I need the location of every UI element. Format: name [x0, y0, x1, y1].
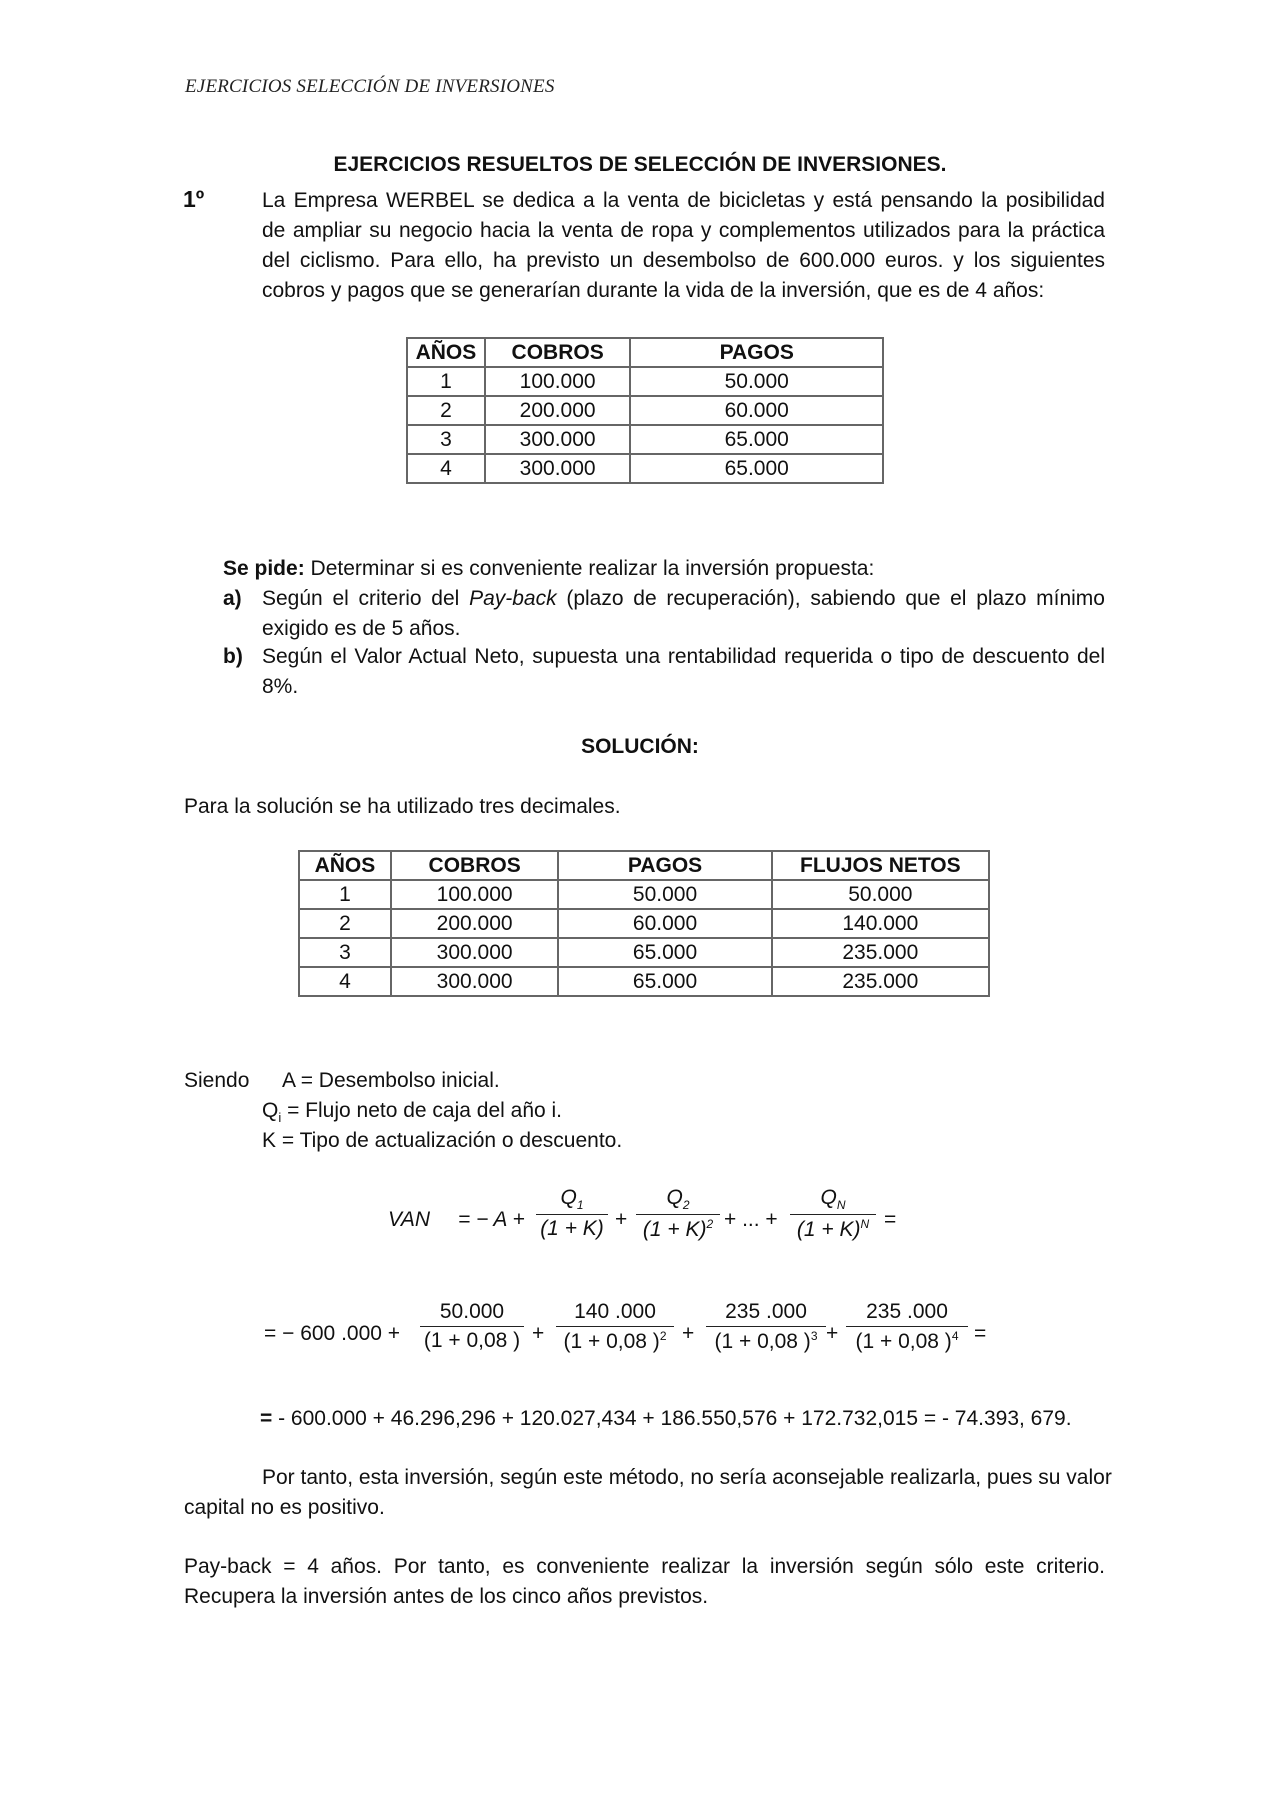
- table-row: [407, 454, 883, 483]
- plus-sign: +: [826, 1322, 839, 1345]
- denominator: (1 + 0,08 ): [423, 1329, 521, 1352]
- item-line: [262, 584, 1105, 614]
- table-row: [299, 880, 989, 909]
- table-cell: 100.000: [485, 367, 631, 396]
- definition-a: [282, 1066, 500, 1096]
- table-cell: 4: [407, 454, 485, 483]
- item-marker: a): [223, 587, 242, 610]
- header-cell: AÑOS: [299, 851, 391, 880]
- table-cell: 300.000: [485, 454, 631, 483]
- numerator-subscript: 2: [682, 1198, 690, 1213]
- numerator: Q: [820, 1186, 837, 1209]
- numerator: 235 .000: [846, 1300, 968, 1327]
- question-intro: [223, 554, 874, 584]
- header-cell: FLUJOS NETOS: [772, 851, 989, 880]
- table-cell: 50.000: [630, 367, 883, 396]
- denominator: (1 + K): [540, 1217, 604, 1241]
- ellipsis-sum: + ... +: [724, 1208, 778, 1231]
- formula-lead: = − 600 .000 +: [264, 1322, 401, 1345]
- conclusion-line: Por tanto, esta inversión, según este método, no sería aconsejable realizarla, pues su valor: [262, 1466, 1112, 1489]
- table-cell: 65.000: [558, 938, 771, 967]
- table-cell: 1: [299, 880, 391, 909]
- numeric-term-2: [556, 1300, 674, 1354]
- conclusion-line: Pay-back = 4 años. Por tanto, es conveniente realizar la inversión según sólo este criterio.: [184, 1555, 1105, 1578]
- item-line: exigido es de 5 años.: [262, 617, 461, 640]
- table-row: [299, 938, 989, 967]
- document-title: EJERCICIOS RESUELTOS DE SELECCIÓN DE INVERSIONES.: [333, 153, 947, 176]
- denominator: (1 + 0,08 ): [714, 1330, 811, 1353]
- numerator: Q: [666, 1186, 683, 1209]
- numeric-term-4: [846, 1300, 968, 1354]
- numeric-term-1: [420, 1300, 524, 1353]
- denominator: (1 + K): [642, 1218, 707, 1242]
- exponent: 2: [706, 1217, 714, 1232]
- statement-line: del ciclismo. Para ello, ha previsto un desembolso de 600.000 euros. y los siguientes: [262, 249, 1105, 272]
- table-row: [299, 967, 989, 996]
- table-cell: 50.000: [772, 880, 989, 909]
- van-formula: [0, 1186, 1280, 1266]
- question-label: Se pide:: [223, 557, 305, 580]
- item-marker: b): [223, 645, 243, 668]
- cashflow-table: [406, 337, 884, 484]
- table-cell: 300.000: [485, 425, 631, 454]
- payback-conclusion: [184, 1552, 1105, 1612]
- table-cell: 60.000: [630, 396, 883, 425]
- table-cell: 3: [407, 425, 485, 454]
- running-header: EJERCICIOS SELECCIÓN DE INVERSIONES: [185, 76, 555, 97]
- exponent: 2: [659, 1329, 667, 1343]
- header-cell: AÑOS: [407, 338, 485, 367]
- exponent: 3: [810, 1329, 818, 1343]
- table-cell: 235.000: [772, 967, 989, 996]
- definition-k: [262, 1126, 622, 1156]
- van-conclusion: [184, 1463, 1112, 1523]
- solution-note: Para la solución se ha utilizado tres decimales.: [184, 795, 621, 818]
- conclusion-line: Recupera la inversión antes de los cinco años previstos.: [184, 1585, 709, 1608]
- definition-text: = Tipo de actualización o descuento.: [276, 1129, 623, 1152]
- definition-symbol: K: [262, 1129, 277, 1152]
- definition-subscript: i: [278, 1110, 282, 1126]
- exercise-statement: [262, 186, 1105, 306]
- question-text: Determinar si es conveniente realizar la inversión propuesta:: [304, 557, 875, 580]
- table-header-row: [299, 851, 989, 880]
- table-row: [299, 909, 989, 938]
- exponent: 4: [951, 1329, 959, 1343]
- van-result: [260, 1404, 1072, 1434]
- definition-text: = Desembolso inicial.: [294, 1069, 500, 1092]
- table-header-row: [407, 338, 883, 367]
- plus-sign: +: [682, 1322, 695, 1345]
- net-flows-table: [298, 850, 990, 997]
- numerator: 140 .000: [556, 1300, 674, 1327]
- definition-text: = Flujo neto de caja del año i.: [281, 1099, 563, 1122]
- item-text: (plazo de recuperación), sabiendo que el plazo mínimo: [556, 587, 1105, 610]
- van-lhs: VAN: [388, 1208, 431, 1231]
- conclusion-line: capital no es positivo.: [184, 1496, 385, 1519]
- numerator: 235 .000: [706, 1300, 826, 1327]
- statement-line: de ampliar su negocio hacia la venta de ropa y complementos utilizados para la práctica: [262, 219, 1105, 242]
- solution-heading: SOLUCIÓN:: [581, 735, 699, 758]
- plus-sign: +: [615, 1208, 628, 1231]
- van-term-n: [790, 1186, 876, 1242]
- table-cell: 300.000: [391, 967, 559, 996]
- table-row: [407, 367, 883, 396]
- exponent: N: [860, 1217, 870, 1232]
- table-row: [407, 396, 883, 425]
- table-cell: 100.000: [391, 880, 559, 909]
- numeric-term-3: [706, 1300, 826, 1354]
- equals-sign: =: [974, 1322, 987, 1345]
- item-line: 8%.: [262, 675, 299, 698]
- numerator: 50.000: [420, 1300, 524, 1327]
- van-term-2: [636, 1186, 720, 1242]
- denominator: (1 + K): [796, 1218, 861, 1242]
- van-term-1: [536, 1186, 608, 1241]
- numerator-subscript: N: [836, 1198, 846, 1213]
- table-cell: 200.000: [391, 909, 559, 938]
- denominator: (1 + 0,08 ): [855, 1330, 952, 1353]
- table-cell: 3: [299, 938, 391, 967]
- statement-line: La Empresa WERBEL se dedica a la venta de bicicletas y está pensando la posibilidad: [262, 189, 1105, 212]
- table-cell: 140.000: [772, 909, 989, 938]
- table-cell: 65.000: [558, 967, 771, 996]
- table-cell: 200.000: [485, 396, 631, 425]
- item-line: Según el Valor Actual Neto, supuesta una rentabilidad requerida o tipo de descuento del: [262, 645, 1105, 668]
- exercise-number: 1º: [183, 186, 205, 212]
- table-cell: 235.000: [772, 938, 989, 967]
- statement-line: cobros y pagos que se generarían durante la vida de la inversión, que es de 4 años:: [262, 279, 1045, 302]
- plus-sign: +: [532, 1322, 545, 1345]
- definitions-intro: Siendo: [184, 1069, 250, 1092]
- header-cell: PAGOS: [630, 338, 883, 367]
- definition-symbol: A: [282, 1069, 295, 1092]
- result-text: - 600.000 + 46.296,296 + 120.027,434 + 186.550,576 + 172.732,015 = - 74.393, 679.: [272, 1407, 1072, 1430]
- header-cell: COBROS: [391, 851, 559, 880]
- equals-sign: =: [884, 1208, 897, 1231]
- table-row: [407, 425, 883, 454]
- table-cell: 4: [299, 967, 391, 996]
- table-cell: 1: [407, 367, 485, 396]
- header-cell: COBROS: [485, 338, 631, 367]
- table-cell: 65.000: [630, 425, 883, 454]
- table-cell: 50.000: [558, 880, 771, 909]
- table-cell: 2: [299, 909, 391, 938]
- item-emphasis: Pay-back: [469, 587, 557, 610]
- result-equals: =: [260, 1407, 273, 1430]
- table-cell: 65.000: [630, 454, 883, 483]
- numeric-formula: [0, 1300, 1280, 1380]
- item-text: Según el criterio del: [262, 587, 470, 610]
- van-minus-a: = − A +: [458, 1208, 525, 1231]
- numerator-subscript: 1: [576, 1198, 584, 1213]
- denominator: (1 + 0,08 ): [563, 1330, 660, 1353]
- table-cell: 300.000: [391, 938, 559, 967]
- table-cell: 60.000: [558, 909, 771, 938]
- header-cell: PAGOS: [558, 851, 771, 880]
- table-cell: 2: [407, 396, 485, 425]
- numerator: Q: [560, 1186, 577, 1209]
- definition-symbol: Q: [262, 1099, 279, 1122]
